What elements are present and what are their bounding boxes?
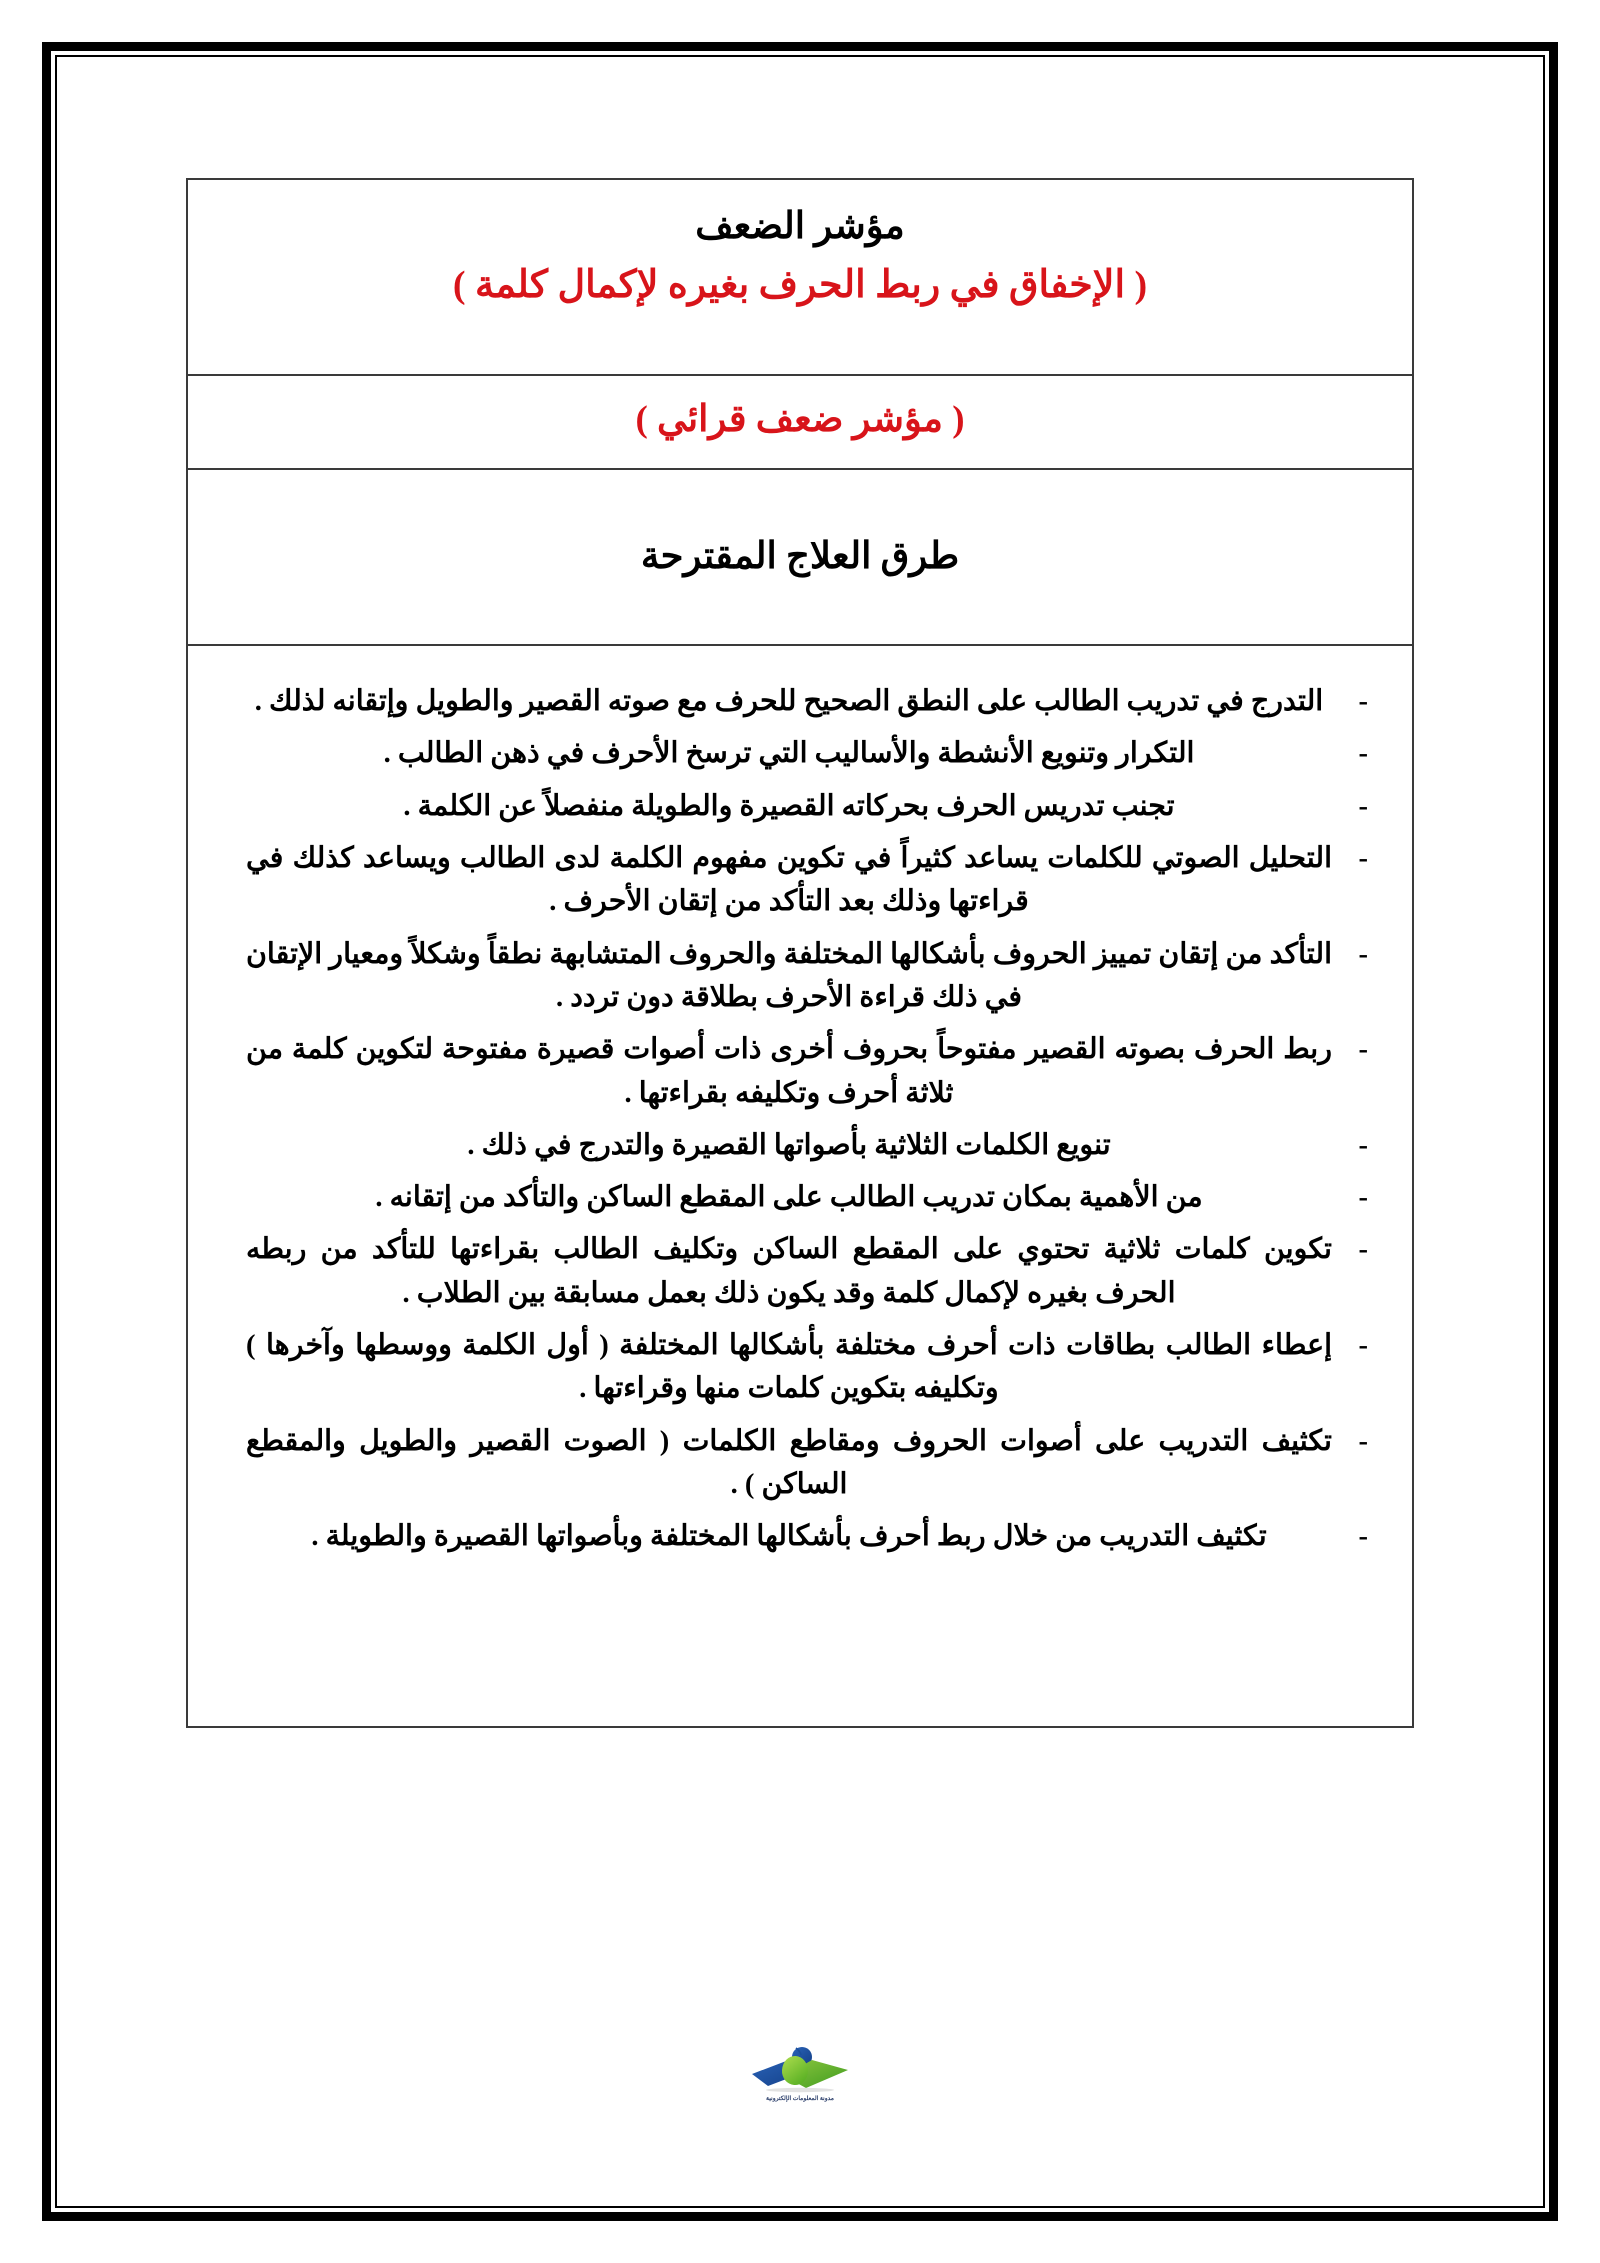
- list-bullet-icon: -: [1358, 1234, 1368, 1266]
- list-bullet-icon: -: [1358, 1521, 1368, 1553]
- methods-heading: طرق العلاج المقترحة: [640, 535, 960, 577]
- list-bullet-icon: -: [1358, 842, 1368, 874]
- treatment-list-item: [228, 837, 1372, 924]
- indicator-subtitle: ( الإخفاق في ربط الحرف بغيره لإكمال كلمة ): [452, 263, 1148, 306]
- list-bullet-icon: -: [1358, 1425, 1368, 1457]
- treatment-list-item: [228, 1324, 1372, 1411]
- treatment-list-item-text: تكثيف التدريب من خلال ربط أحرف بأشكالها المختلفة وبأصواتها القصيرة والطويلة .: [311, 1521, 1267, 1553]
- list-bullet-icon: -: [1358, 738, 1368, 770]
- treatment-list-item: [228, 680, 1372, 723]
- reading-indicator-label: ( مؤشر ضعف قرائي ): [635, 398, 965, 440]
- treatment-list-item: [228, 732, 1372, 775]
- treatment-list-item: [228, 1176, 1372, 1219]
- treatment-list-item: [228, 785, 1372, 828]
- reading-indicator-row: [188, 376, 1412, 470]
- footer-logo: [741, 2040, 859, 2112]
- list-bullet-icon: -: [1358, 790, 1368, 822]
- treatment-list-item-text: تكوين كلمات ثلاثية تحتوي على المقطع الساكن وتكليف الطالب بقراءتها للتأكد من ربطه الحرف بغيره لإكمال كلمة وقد يكون ذلك بعمل مسابقة بين الطلاب .: [246, 1234, 1332, 1309]
- methods-heading-row: [188, 470, 1412, 646]
- logo-caption: مدونة المعلومات الإلكترونية: [766, 2096, 834, 2102]
- treatment-list-item: [228, 1420, 1372, 1507]
- logo-icon: [744, 2040, 856, 2094]
- treatment-list-item-text: التحليل الصوتي للكلمات يساعد كثيراً في تكوين مفهوم الكلمة لدى الطالب ويساعد كذلك في قراءتها وذلك بعد التأكد من إتقان الأحرف .: [246, 842, 1332, 918]
- treatment-list-item-text: إعطاء الطالب بطاقات ذات أحرف مختلفة بأشكالها المختلفة ( أول الكلمة ووسطها وآخرها ) وتكليفه بتكوين كلمات منها وقراءتها .: [246, 1330, 1332, 1405]
- list-bullet-icon: -: [1358, 1034, 1368, 1066]
- treatment-list-item-text: التكرار وتنويع الأنشطة والأساليب التي ترسخ الأحرف في ذهن الطالب .: [383, 738, 1195, 770]
- treatment-list-item: [228, 1028, 1372, 1115]
- treatment-list-item-text: التدرج في تدريب الطالب على النطق الصحيح للحرف مع صوته القصير والطويل وإتقانه لذلك .: [254, 686, 1324, 717]
- list-bullet-icon: -: [1358, 686, 1368, 717]
- treatment-list-item-text: تكثيف التدريب على أصوات الحروف ومقاطع الكلمات ( الصوت القصير والطويل والمقطع الساكن ) .: [246, 1425, 1332, 1500]
- treatment-list-item-text: تنويع الكلمات الثلاثية بأصواتها القصيرة والتدرج في ذلك .: [467, 1129, 1111, 1161]
- treatment-list-item-text: تجنب تدريس الحرف بحركاته القصيرة والطويلة منفصلاً عن الكلمة .: [403, 790, 1175, 822]
- list-bullet-icon: -: [1358, 1330, 1368, 1362]
- indicator-title: مؤشر الضعف: [695, 206, 905, 247]
- treatment-list: [228, 680, 1372, 1559]
- treatment-list-item: [228, 1515, 1372, 1558]
- treatment-list-row: [188, 646, 1412, 1726]
- treatment-list-item: [228, 933, 1372, 1020]
- list-bullet-icon: -: [1358, 1182, 1368, 1214]
- treatment-list-item: [228, 1228, 1372, 1315]
- indicator-row: [188, 180, 1412, 376]
- weakness-indicator-table: [186, 178, 1414, 1728]
- treatment-list-item-text: ربط الحرف بصوته القصير مفتوحاً بحروف أخرى ذات أصوات قصيرة مفتوحة لتكوين كلمة من ثلاثة أحرف وتكليفه بقراءتها .: [246, 1034, 1332, 1109]
- list-bullet-icon: -: [1358, 938, 1368, 970]
- treatment-list-item-text: التأكد من إتقان تمييز الحروف بأشكالها المختلفة والحروف المتشابهة نطقاً وشكلاً ومعيار الإتقان في ذلك قراءة الأحرف بطلاقة دون تردد .: [246, 938, 1332, 1013]
- treatment-list-item-text: من الأهمية بمكان تدريب الطالب على المقطع الساكن والتأكد من إتقانه .: [375, 1182, 1203, 1214]
- list-bullet-icon: -: [1358, 1129, 1368, 1161]
- treatment-list-item: [228, 1124, 1372, 1167]
